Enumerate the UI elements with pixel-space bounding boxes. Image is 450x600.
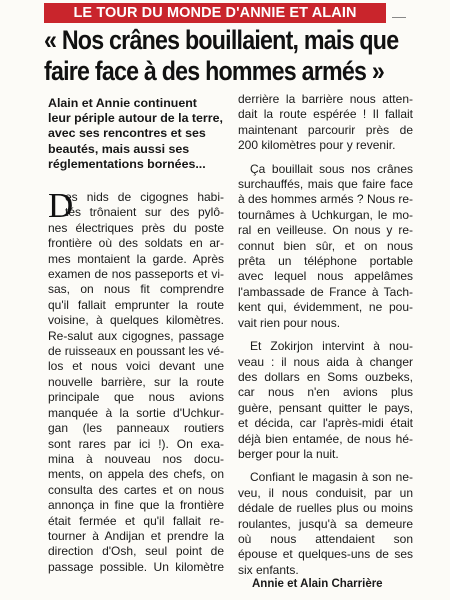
body-line: examen de nos passeports et vi- <box>48 267 224 282</box>
body-line: veau : il nous aida à changer <box>238 354 413 369</box>
body-line: prêta un téléphone portable <box>238 254 413 269</box>
intro-line: réglementations bornées... <box>48 156 206 171</box>
intro-line: avec ses rencontres et ses <box>48 126 206 141</box>
body-paragraph <box>238 339 413 462</box>
body-line: passage possible. Un kilomètre <box>48 559 224 574</box>
body-line: tourner à Andijan et prendre la <box>48 528 224 543</box>
body-line: épouse et quelques-uns de ses <box>238 547 413 562</box>
body-line: annonça in fine que la frontière <box>48 498 224 513</box>
headline <box>44 25 399 87</box>
body-line: qu'il fallait emprunter la route <box>48 297 224 312</box>
body-line: et décida, car l'après-midi était <box>238 416 413 431</box>
right-column <box>238 92 413 578</box>
section-banner: LE TOUR DU MONDE D'ANNIE ET ALAIN <box>44 3 386 23</box>
body-line: frontière où des soldats en ar- <box>48 236 224 251</box>
body-line: nouvelle barrière, sur la route <box>48 374 224 389</box>
body-paragraph <box>238 470 413 578</box>
body-line: mes montaient la garde. Après <box>48 251 224 266</box>
body-line: guère, pensant quitter le pays, <box>238 400 413 415</box>
intro-line: beautés, mais aussi ses <box>48 141 190 156</box>
intro-line: leur périple autour de la terre, <box>48 111 223 126</box>
body-line: vait rien pour nous. <box>238 315 341 330</box>
body-line: avec lequel nous appelâmes <box>238 269 413 284</box>
headline-line: « Nos crânes bouillaient, mais que <box>44 25 399 55</box>
body-line: kent qui, évidemment, ne pou- <box>238 300 413 315</box>
left-column <box>48 96 224 575</box>
body-line: 200 kilomètres pour y revenir. <box>238 138 396 153</box>
body-line: où nous attendaient son <box>238 531 413 546</box>
body-line: connut bien sûr, et on nous <box>238 238 413 253</box>
body-paragraph <box>238 162 413 331</box>
body-line: Et Zokirjon intervint à nou- <box>250 339 413 354</box>
body-line: berger pour la nuit. <box>238 446 339 461</box>
body-line: consulta des cartes et on nous <box>48 482 224 497</box>
body-line: Ça bouillait sous nos crânes <box>250 161 413 176</box>
body-line: sas, on nous fit comprendre <box>48 282 224 297</box>
body-line: mina à nouveau nos docu- <box>48 451 224 466</box>
body-line: maintenant parcourir près de <box>238 122 413 137</box>
drop-cap: D <box>48 186 74 226</box>
body-line: principale que nous avions <box>48 390 224 405</box>
body-line: manquée à la sortie d'Uchkur- <box>48 405 224 420</box>
body-line: Re-salut aux cigognes, passage <box>48 328 224 343</box>
body-line: six enfants. <box>238 562 299 577</box>
body-line: direction d'Osh, seul point de <box>48 544 224 559</box>
body-line: tés trônaient sur des pylô- <box>65 205 224 220</box>
body-line: derrière la barrière nous atten- <box>238 92 413 106</box>
body-line: gan (les panneaux routiers <box>48 421 224 436</box>
body-line: l'ambassade de France à Tach- <box>238 284 413 299</box>
body-line: Confiant le magasin à son ne- <box>250 470 413 485</box>
body-line: de ruisseaux en poussant les vé- <box>48 344 224 359</box>
author-signature: Annie et Alain Charrière <box>252 578 383 590</box>
body-line: car nous n'en avions plus <box>238 385 413 400</box>
corner-rule <box>392 17 406 18</box>
body-line: tournâmes à Uchkurgan, le mo- <box>238 207 413 222</box>
body-line: surchauffés, mais que faire face <box>238 177 413 192</box>
body-line: dédale de ruelles plus ou moins <box>238 501 413 516</box>
body-line: ral en veilleuse. On nous y re- <box>238 223 413 238</box>
body-line: ments, on appela des chefs, on <box>48 467 224 482</box>
body-line: dait la route espérée ! Il fallait <box>238 107 413 122</box>
body-line: voisine, à quelques kilomètres. <box>48 313 224 328</box>
intro-paragraph <box>48 96 224 172</box>
body-line: es nids de cigognes habi- <box>65 190 224 205</box>
body-line: était fermée et qu'il fallait re- <box>48 513 224 528</box>
body-line: los et nous voici devant une <box>48 359 224 374</box>
headline-line: faire face à des hommes armés » <box>44 56 384 86</box>
body-line: sont rares par ici !). On exa- <box>48 436 224 451</box>
body-line: à des hommes armés ? Nous re- <box>238 192 413 207</box>
body-line: veu, il nous conduisit, par un <box>238 485 413 500</box>
body-paragraph <box>238 92 413 154</box>
intro-line: Alain et Annie continuent <box>48 96 197 110</box>
body-line: déjà bien entamée, de nous hé- <box>238 431 413 446</box>
body-line: roulantes, jusqu'à sa demeure <box>238 516 413 531</box>
body-paragraph <box>48 186 224 575</box>
body-line: des dollars en Soms ouzbeks, <box>238 369 413 384</box>
body-line: nes électriques près du poste <box>48 220 224 235</box>
